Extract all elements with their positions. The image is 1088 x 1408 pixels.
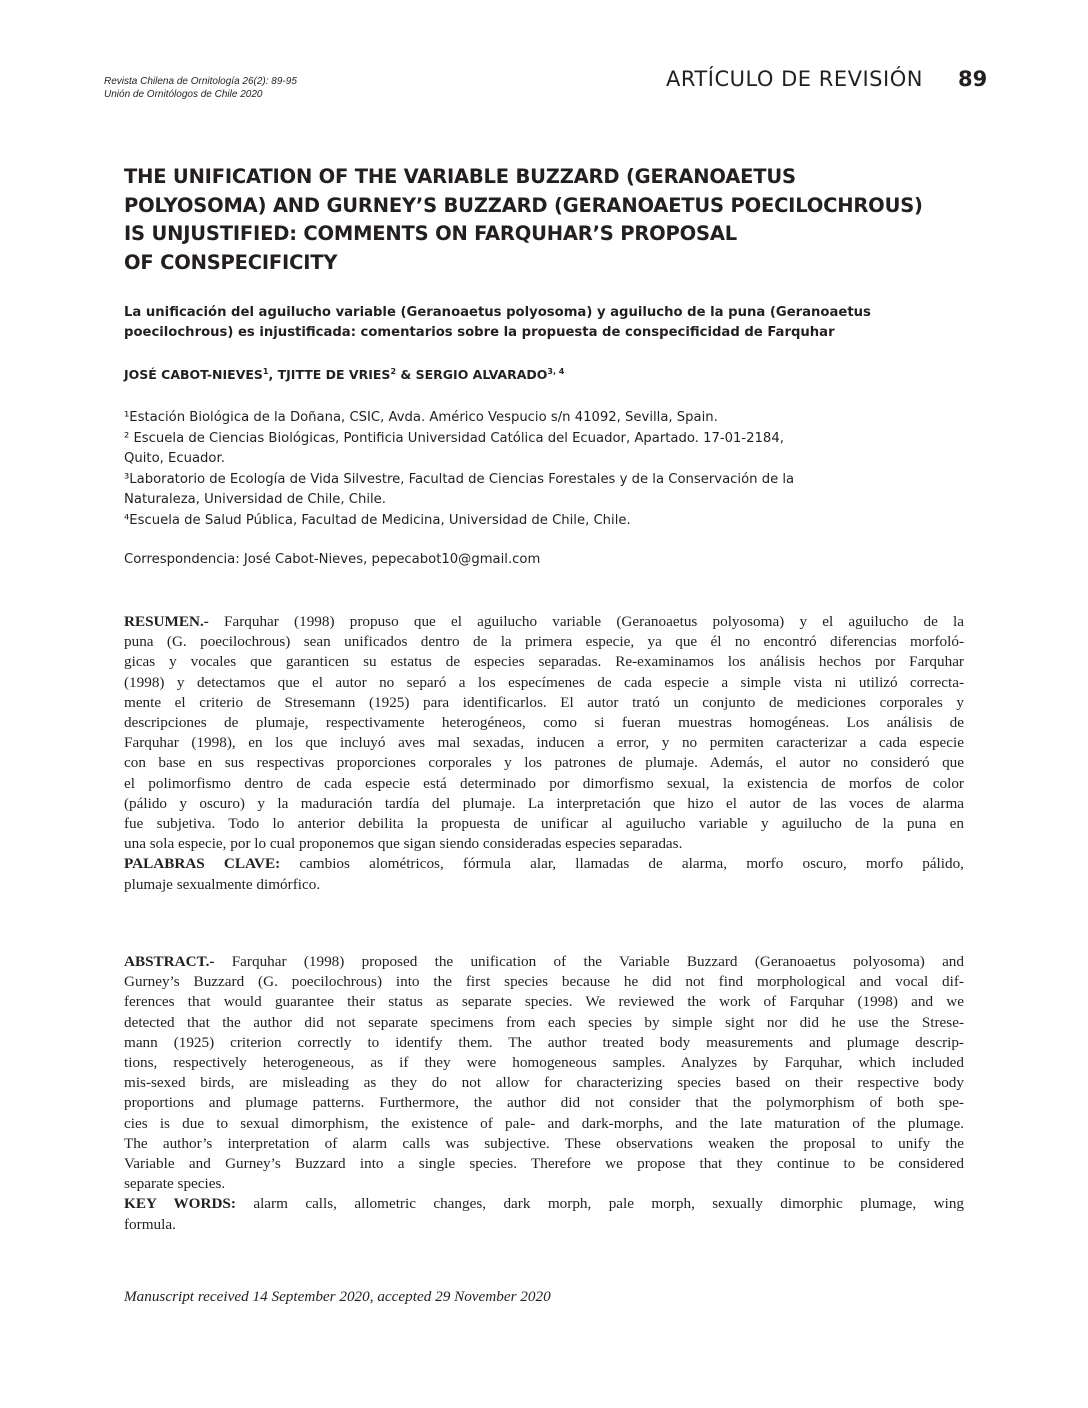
abstract-line: separate species. bbox=[124, 1175, 226, 1193]
palabras-clave-heading: PALABRAS CLAVE: bbox=[124, 855, 281, 873]
manuscript-dates: Manuscript received 14 September 2020, accepted 29 November 2020 bbox=[124, 1288, 551, 1305]
resumen-line: mente el criterio de Stresemann (1925) para identificarlos. El autor trató un conjunto de mediciones corporales y bbox=[124, 693, 964, 711]
resumen-line: descripciones de plumaje, respectivamente heterogéneos, como si fueran muestras homogéneas. Los análisis de bbox=[124, 714, 964, 732]
subtitle-line: poecilochrous) es injustificada: comentarios sobre la propuesta de conspecificidad de Farquhar bbox=[124, 325, 835, 340]
resumen-line: (1998) y detectamos que el autor no separó a los especímenes de cada especie a simple vista ni utilizó correcta- bbox=[124, 673, 964, 691]
key-words-line bbox=[124, 1194, 964, 1214]
key-words-heading: KEY WORDS: bbox=[124, 1195, 236, 1213]
abstract-line: Variable and Gurney’s Buzzard into a single species. Therefore we propose that they continue to be considered bbox=[124, 1155, 964, 1173]
resumen-text: Farquhar (1998) propuso que el aguilucho variable (Geranoaetus polyosoma) y el aguilucho de la bbox=[208, 613, 964, 630]
affiliation-line: ² Escuela de Ciencias Biológicas, Pontificia Universidad Católica del Ecuador, Apartado. 17-01-2184, bbox=[124, 430, 784, 446]
article-title bbox=[124, 163, 984, 277]
abstract-line: detected that the author did not separate specimens from each species by simple sight nor did he use the Strese- bbox=[124, 1013, 964, 1031]
author-affiliation-mark: 1 bbox=[262, 367, 269, 376]
author-affiliation-mark: 2 bbox=[390, 367, 397, 376]
author-separator: , bbox=[268, 367, 278, 383]
affiliation-line: ³Laboratorio de Ecología de Vida Silvestre, Facultad de Ciencias Forestales y de la Conservación de la bbox=[124, 471, 795, 487]
title-line: THE UNIFICATION OF THE VARIABLE BUZZARD (GERANOAETUS bbox=[124, 165, 796, 188]
spanish-title bbox=[124, 303, 984, 343]
affiliation-line: Naturaleza, Universidad de Chile, Chile. bbox=[124, 492, 386, 507]
abstract-heading: ABSTRACT.- bbox=[124, 953, 215, 970]
palabras-clave-line: plumaje sexualmente dimórfico. bbox=[124, 875, 321, 893]
abstract-line: mann (1925) criterion correctly to identify them. The author treated body measurements and plumage descrip- bbox=[124, 1033, 964, 1051]
page-number: 89 bbox=[958, 67, 988, 91]
key-words-text: alarm calls, allometric changes, dark morph, pale morph, sexually dimorphic plumage, wing bbox=[235, 1195, 965, 1213]
author-name: JOSÉ CABOT-NIEVES bbox=[124, 367, 263, 383]
key-words-line: formula. bbox=[124, 1215, 176, 1233]
title-line: POLYOSOMA) AND GURNEY’S BUZZARD (GERANOAETUS POECILOCHROUS) bbox=[124, 193, 923, 217]
resumen-line: puna (G. poecilochrous) sean unificados dentro de la primera especie, ya que él no encontró diferencias morfoló- bbox=[124, 633, 964, 651]
resumen-line: una sola especie, por lo cual proponemos que sigan siendo consideradas especies separadas. bbox=[124, 835, 683, 853]
author-name: SERGIO ALVARADO bbox=[415, 367, 548, 383]
resumen-line bbox=[124, 612, 964, 632]
affiliation-line: Quito, Ecuador. bbox=[124, 451, 225, 466]
author-name: TJITTE DE VRIES bbox=[277, 367, 391, 383]
abstract-line bbox=[124, 952, 964, 972]
resumen-section bbox=[124, 612, 964, 895]
journal-info bbox=[104, 75, 297, 101]
resumen-line: gicas y vocales que garanticen su estatus de especies separadas. Re-examinamos los análisis hechos por Farquhar bbox=[124, 653, 964, 671]
affiliation-line: ¹Estación Biológica de la Doñana, CSIC, Avda. Américo Vespucio s/n 41092, Sevilla, Spain. bbox=[124, 410, 718, 425]
journal-publisher: Unión de Ornitólogos de Chile 2020 bbox=[104, 89, 263, 100]
correspondence: Correspondencia: José Cabot-Nieves, pepecabot10@gmail.com bbox=[124, 552, 541, 567]
abstract-line: mis-sexed birds, are misleading as they do not allow for characterizing species based on their respective body bbox=[124, 1074, 964, 1092]
palabras-clave-line bbox=[124, 854, 964, 874]
subtitle-line: La unificación del aguilucho variable (Geranoaetus polyosoma) y aguilucho de la puna (Geranoaetus bbox=[124, 305, 871, 320]
resumen-line: fue subjetiva. Todo lo anterior debilita la propuesta de unificar al aguilucho variable y aguilucho de la puna en bbox=[124, 815, 964, 833]
abstract-section bbox=[124, 952, 964, 1235]
resumen-line: (pálido y oscuro) y la maduración tardía del plumaje. La interpretación que hizo el autor de las voces de alarma bbox=[124, 794, 964, 812]
abstract-line: Gurney’s Buzzard (G. poecilochrous) into the first species because he did not find morphological and vocal dif- bbox=[124, 973, 964, 991]
title-line: OF CONSPECIFICITY bbox=[124, 250, 338, 274]
journal-citation: Revista Chilena de Ornitología 26(2): 89-95 bbox=[104, 76, 297, 87]
author-list bbox=[124, 367, 564, 382]
author-separator: & bbox=[396, 367, 416, 383]
resumen-line: el polimorfismo dentro de cada especie está determinado por dimorfismo sexual, la existencia de morfos de color bbox=[124, 774, 964, 792]
affiliations bbox=[124, 408, 984, 531]
resumen-line: con base en sus respectivas proporciones corporales y los patrones de plumaje. Además, el autor no consideró que bbox=[124, 754, 964, 772]
title-line: IS UNJUSTIFIED: COMMENTS ON FARQUHAR’S PROPOSAL bbox=[124, 222, 737, 245]
abstract-line: proportions and plumage patterns. Furthermore, the author did not consider that the polymorphism of both spe- bbox=[124, 1094, 964, 1112]
abstract-line: ferences that would guarantee their status as separate species. We reviewed the work of Farquhar (1998) and we bbox=[124, 993, 964, 1011]
abstract-line: cies is due to sexual dimorphism, the existence of pale- and dark-morphs, and the late maturation of the plumage. bbox=[124, 1114, 964, 1132]
resumen-line: Farquhar (1998), en los que incluyó aves mal sexadas, inducen a error, y no permiten caracterizar a cada especie bbox=[124, 734, 964, 752]
abstract-line: The author’s interpretation of alarm calls was subjective. These observations weaken the proposal to unify the bbox=[124, 1134, 964, 1152]
resumen-heading: RESUMEN.- bbox=[124, 613, 209, 630]
abstract-line: tions, respectively heterogeneous, as if they were homogeneous samples. Analyzes by Farquhar, which included bbox=[124, 1054, 964, 1072]
abstract-text: Farquhar (1998) proposed the unification of the Variable Buzzard (Geranoaetus polyosoma) and bbox=[214, 953, 964, 970]
affiliation-line: ⁴Escuela de Salud Pública, Facultad de Medicina, Universidad de Chile, Chile. bbox=[124, 512, 631, 528]
palabras-clave-text: cambios alométricos, fórmula alar, llamadas de alarma, morfo oscuro, morfo pálido, bbox=[280, 855, 964, 873]
author-affiliation-mark: 3, 4 bbox=[547, 367, 565, 376]
section-label: ARTÍCULO DE REVISIÓN bbox=[666, 67, 923, 91]
